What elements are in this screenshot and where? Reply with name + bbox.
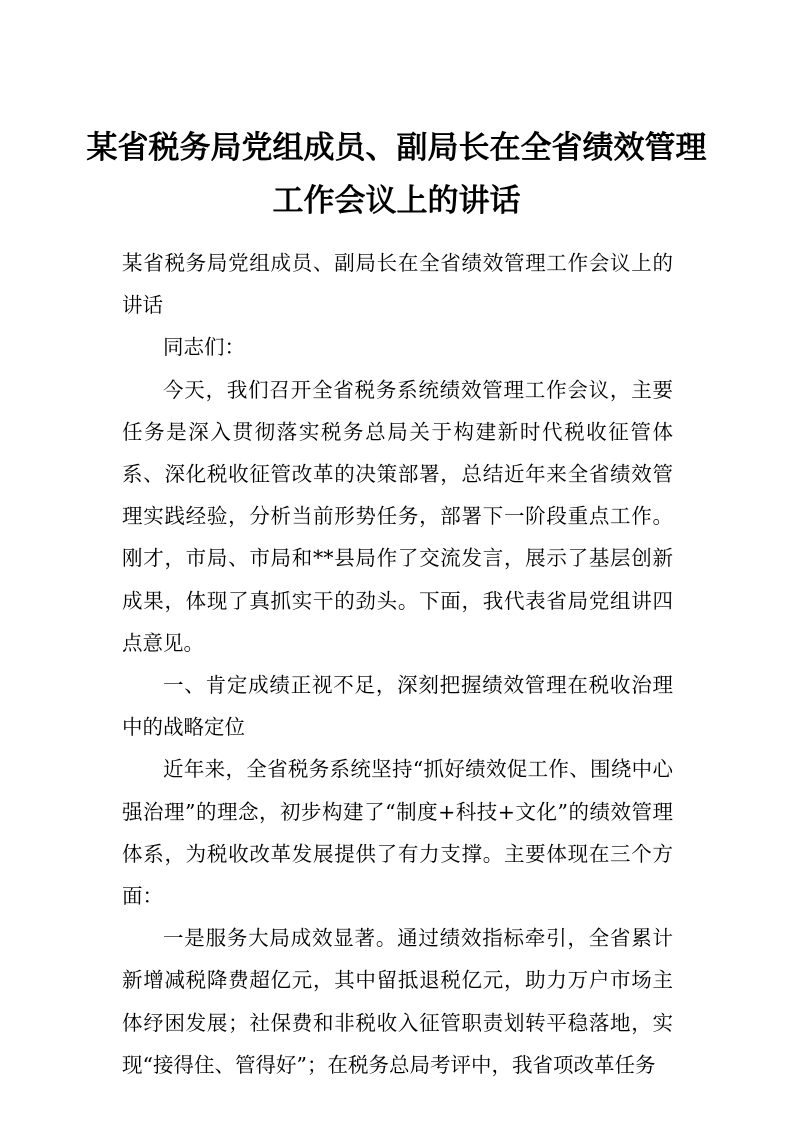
document-body — [122, 242, 673, 1086]
paragraph-heading-repeat: 某省税务局党组成员、副局长在全省绩效管理工作会议上的讲话 — [122, 251, 673, 318]
paragraph-intro: 今天，我们召开全省税务系统绩效管理工作会议，主要任务是深入贯彻落实税务总局关于构建新时代税收征管体系、深化税收征管改革的决策部署，总结近年来全省绩效管理实践经验，分析当前形势任务，部署下一阶段重点工作。刚才，市局、市局和**县局作了交流发言，展示了基层创新成果，体现了真抓实干的劲头。下面，我代表省局党组讲四点意见。 — [122, 377, 673, 655]
paragraph-point-one: 一是服务大局成效显著。通过绩效指标牵引，全省累计新增减税降费超亿元，其中留抵退税亿元，助力万户市场主体纾困发展；社保费和非税收入征管职责划转平稳落地，实现“接得住、管得好”；在税务总局考评中，我省项改革任务 — [122, 926, 673, 1077]
paragraph-section-heading: 一、肯定成绩正视不足，深刻把握绩效管理在税收治理中的战略定位 — [122, 673, 673, 740]
paragraph-salutation: 同志们： — [163, 335, 245, 360]
paragraph-achievements: 近年来，全省税务系统坚持“抓好绩效促工作、围绕中心强治理”的理念，初步构建了“制度+科技+文化”的绩效管理体系，为税收改革发展提供了有力支撑。主要体现在三个方面： — [122, 757, 673, 909]
document-title: 某省税务局党组成员、副局长在全省绩效管理工作会议上的讲话 — [86, 130, 707, 219]
